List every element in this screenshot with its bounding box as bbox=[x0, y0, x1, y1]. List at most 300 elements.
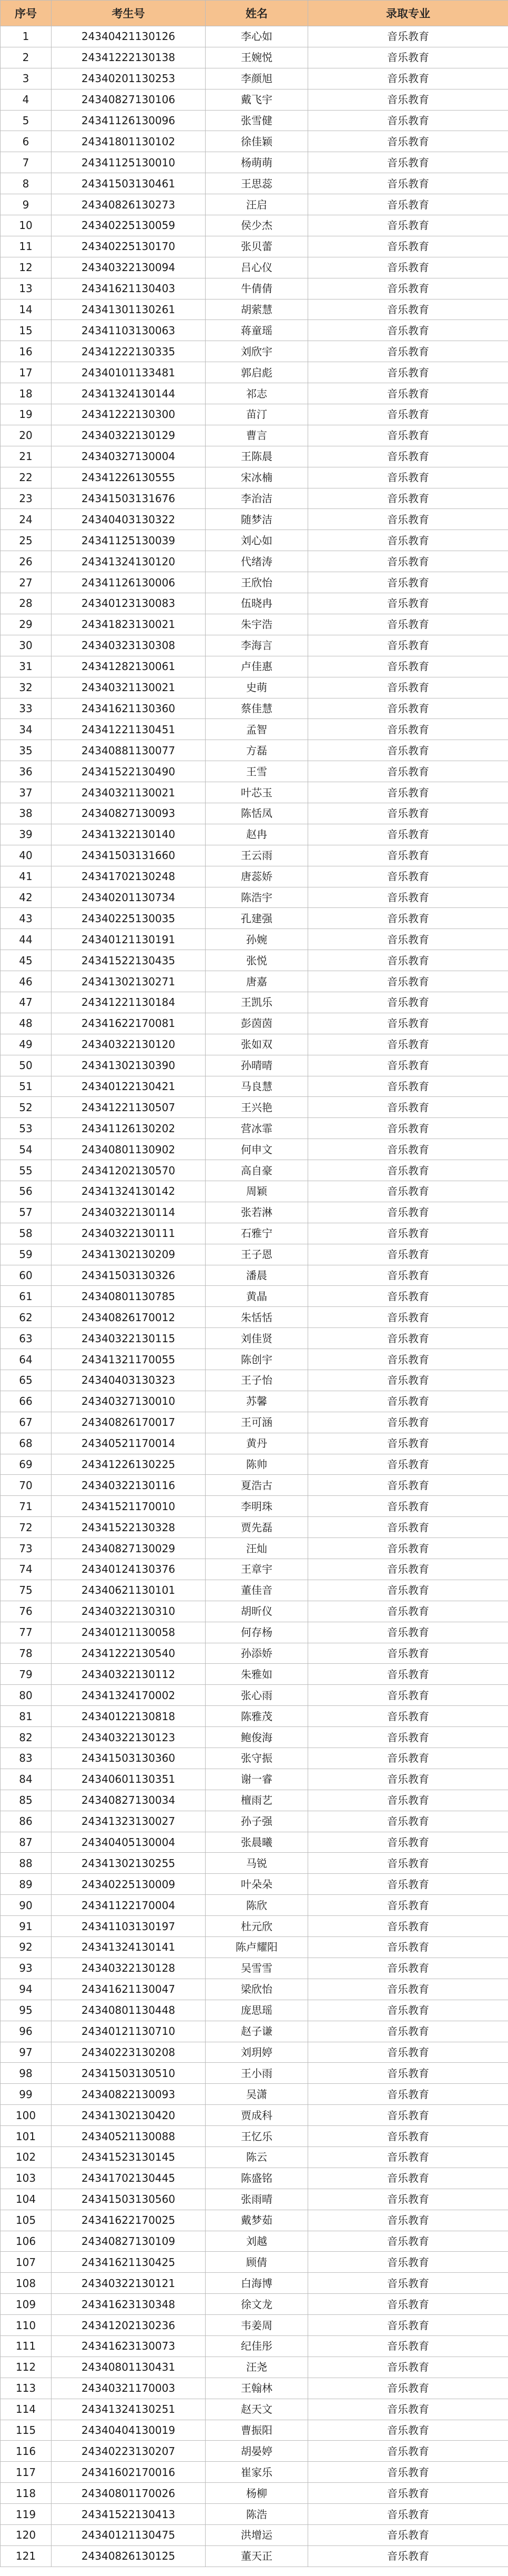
row-student-name: 吴潇 bbox=[206, 2084, 308, 2105]
row-serial-number: 15 bbox=[1, 320, 52, 341]
row-exam-id: 24340101133481 bbox=[52, 362, 206, 383]
row-student-name: 孔建强 bbox=[206, 908, 308, 929]
table-row bbox=[1, 68, 508, 89]
table-row bbox=[1, 1916, 508, 1937]
table-row bbox=[1, 2441, 508, 2462]
row-student-name: 方磊 bbox=[206, 740, 308, 761]
row-major: 音乐教育 bbox=[308, 2021, 508, 2042]
row-serial-number: 38 bbox=[1, 803, 52, 824]
row-major: 音乐教育 bbox=[308, 509, 508, 530]
table-row bbox=[1, 656, 508, 677]
row-student-name: 李海言 bbox=[206, 635, 308, 656]
table-row bbox=[1, 1748, 508, 1769]
row-serial-number: 51 bbox=[1, 1076, 52, 1097]
row-serial-number: 16 bbox=[1, 341, 52, 362]
row-serial-number: 19 bbox=[1, 404, 52, 425]
row-student-name: 王思蕊 bbox=[206, 173, 308, 194]
row-serial-number: 9 bbox=[1, 194, 52, 215]
row-serial-number: 119 bbox=[1, 2504, 52, 2525]
row-exam-id: 24341522130435 bbox=[52, 950, 206, 971]
row-serial-number: 10 bbox=[1, 215, 52, 236]
row-serial-number: 118 bbox=[1, 2483, 52, 2504]
table-row bbox=[1, 2483, 508, 2504]
row-major: 音乐教育 bbox=[308, 761, 508, 782]
row-exam-id: 24340321130021 bbox=[52, 677, 206, 698]
row-major: 音乐教育 bbox=[308, 1202, 508, 1223]
row-serial-number: 29 bbox=[1, 614, 52, 635]
row-student-name: 张悦 bbox=[206, 950, 308, 971]
row-student-name: 杨柳 bbox=[206, 2483, 308, 2504]
table-row bbox=[1, 236, 508, 257]
row-exam-id: 24341302130209 bbox=[52, 1244, 206, 1265]
table-row bbox=[1, 2105, 508, 2126]
row-student-name: 陈帅 bbox=[206, 1454, 308, 1475]
row-student-name: 刘越 bbox=[206, 2231, 308, 2252]
row-student-name: 叶芯玉 bbox=[206, 782, 308, 803]
row-serial-number: 109 bbox=[1, 2294, 52, 2315]
row-major: 音乐教育 bbox=[308, 488, 508, 509]
table-row bbox=[1, 278, 508, 299]
row-serial-number: 102 bbox=[1, 2146, 52, 2168]
row-exam-id: 24341222130300 bbox=[52, 404, 206, 425]
row-student-name: 鲍俊海 bbox=[206, 1727, 308, 1748]
row-major: 音乐教育 bbox=[308, 866, 508, 887]
table-row bbox=[1, 215, 508, 236]
row-exam-id: 24340327130004 bbox=[52, 446, 206, 467]
table-row bbox=[1, 1118, 508, 1139]
row-student-name: 王婉悦 bbox=[206, 47, 308, 68]
row-serial-number: 40 bbox=[1, 845, 52, 866]
row-major: 音乐教育 bbox=[308, 1559, 508, 1580]
row-serial-number: 2 bbox=[1, 47, 52, 68]
row-serial-number: 46 bbox=[1, 971, 52, 992]
row-exam-id: 24341324130141 bbox=[52, 1937, 206, 1958]
row-exam-id: 24341522130490 bbox=[52, 761, 206, 782]
row-serial-number: 105 bbox=[1, 2210, 52, 2231]
row-major: 音乐教育 bbox=[308, 2231, 508, 2252]
table-row bbox=[1, 488, 508, 509]
row-exam-id: 24341324130120 bbox=[52, 551, 206, 572]
table-row bbox=[1, 2273, 508, 2294]
row-student-name: 李心如 bbox=[206, 26, 308, 47]
row-student-name: 高自豪 bbox=[206, 1160, 308, 1181]
row-student-name: 王欣怡 bbox=[206, 572, 308, 593]
row-serial-number: 98 bbox=[1, 2063, 52, 2084]
row-major: 音乐教育 bbox=[308, 1034, 508, 1055]
row-student-name: 彭茵茵 bbox=[206, 1013, 308, 1034]
row-major: 音乐教育 bbox=[308, 1517, 508, 1538]
row-serial-number: 63 bbox=[1, 1328, 52, 1349]
row-serial-number: 64 bbox=[1, 1349, 52, 1370]
row-major: 音乐教育 bbox=[308, 2146, 508, 2168]
row-major: 音乐教育 bbox=[308, 173, 508, 194]
row-serial-number: 94 bbox=[1, 1979, 52, 2000]
table-row bbox=[1, 2021, 508, 2042]
row-student-name: 王子怡 bbox=[206, 1370, 308, 1391]
row-student-name: 王兴艳 bbox=[206, 1097, 308, 1118]
row-serial-number: 50 bbox=[1, 1055, 52, 1076]
row-exam-id: 24341226130225 bbox=[52, 1454, 206, 1475]
table-row bbox=[1, 1622, 508, 1643]
row-major: 音乐教育 bbox=[308, 950, 508, 971]
table-row bbox=[1, 1034, 508, 1055]
row-major: 音乐教育 bbox=[308, 740, 508, 761]
table-row bbox=[1, 2294, 508, 2315]
row-serial-number: 96 bbox=[1, 2021, 52, 2042]
row-exam-id: 24341503130461 bbox=[52, 173, 206, 194]
row-serial-number: 20 bbox=[1, 425, 52, 446]
row-major: 音乐教育 bbox=[308, 656, 508, 677]
row-serial-number: 85 bbox=[1, 1790, 52, 1811]
row-exam-id: 24341621130360 bbox=[52, 698, 206, 719]
row-serial-number: 68 bbox=[1, 1433, 52, 1454]
table-row bbox=[1, 698, 508, 719]
table-row bbox=[1, 2378, 508, 2399]
row-student-name: 黄晶 bbox=[206, 1286, 308, 1307]
table-row bbox=[1, 635, 508, 656]
table-row bbox=[1, 1244, 508, 1265]
row-student-name: 马锐 bbox=[206, 1853, 308, 1874]
row-serial-number: 22 bbox=[1, 467, 52, 488]
row-student-name: 张贝蕾 bbox=[206, 236, 308, 257]
row-major: 音乐教育 bbox=[308, 425, 508, 446]
row-serial-number: 13 bbox=[1, 278, 52, 299]
table-row bbox=[1, 2189, 508, 2210]
row-exam-id: 24341301130261 bbox=[52, 299, 206, 320]
table-row bbox=[1, 1874, 508, 1895]
row-serial-number: 93 bbox=[1, 1958, 52, 1979]
row-exam-id: 24340601130351 bbox=[52, 1769, 206, 1790]
table-row bbox=[1, 404, 508, 425]
row-exam-id: 24341103130063 bbox=[52, 320, 206, 341]
row-major: 音乐教育 bbox=[308, 698, 508, 719]
row-serial-number: 18 bbox=[1, 383, 52, 404]
row-exam-id: 24341503130510 bbox=[52, 2063, 206, 2084]
table-row bbox=[1, 341, 508, 362]
row-major: 音乐教育 bbox=[308, 2273, 508, 2294]
row-student-name: 洪增运 bbox=[206, 2524, 308, 2545]
row-major: 音乐教育 bbox=[308, 194, 508, 215]
row-major: 音乐教育 bbox=[308, 614, 508, 635]
table-row bbox=[1, 1685, 508, 1706]
row-major: 音乐教育 bbox=[308, 1622, 508, 1643]
row-student-name: 胡昕仪 bbox=[206, 1601, 308, 1622]
row-major: 音乐教育 bbox=[308, 2189, 508, 2210]
row-major: 音乐教育 bbox=[308, 257, 508, 278]
row-exam-id: 24340322130310 bbox=[52, 1601, 206, 1622]
table-row bbox=[1, 1895, 508, 1916]
row-major: 音乐教育 bbox=[308, 1181, 508, 1202]
row-serial-number: 87 bbox=[1, 1832, 52, 1853]
row-serial-number: 56 bbox=[1, 1181, 52, 1202]
row-serial-number: 79 bbox=[1, 1664, 52, 1685]
table-row bbox=[1, 110, 508, 131]
row-exam-id: 24340122130421 bbox=[52, 1076, 206, 1097]
row-serial-number: 21 bbox=[1, 446, 52, 467]
table-row bbox=[1, 1958, 508, 1979]
row-exam-id: 24341702130445 bbox=[52, 2168, 206, 2189]
row-exam-id: 24340822130093 bbox=[52, 2084, 206, 2105]
row-student-name: 贾先磊 bbox=[206, 1517, 308, 1538]
row-serial-number: 114 bbox=[1, 2399, 52, 2420]
row-serial-number: 57 bbox=[1, 1202, 52, 1223]
row-student-name: 张雨晴 bbox=[206, 2189, 308, 2210]
row-serial-number: 88 bbox=[1, 1853, 52, 1874]
row-major: 音乐教育 bbox=[308, 551, 508, 572]
row-serial-number: 47 bbox=[1, 992, 52, 1013]
table-row bbox=[1, 1601, 508, 1622]
row-student-name: 张如双 bbox=[206, 1034, 308, 1055]
row-major: 音乐教育 bbox=[308, 1937, 508, 1958]
row-exam-id: 24340322130094 bbox=[52, 257, 206, 278]
row-student-name: 王小雨 bbox=[206, 2063, 308, 2084]
row-major: 音乐教育 bbox=[308, 1916, 508, 1937]
row-exam-id: 24340201130253 bbox=[52, 68, 206, 89]
row-student-name: 朱宇浩 bbox=[206, 614, 308, 635]
row-serial-number: 95 bbox=[1, 2000, 52, 2021]
row-serial-number: 101 bbox=[1, 2126, 52, 2147]
row-student-name: 王云雨 bbox=[206, 845, 308, 866]
row-serial-number: 3 bbox=[1, 68, 52, 89]
row-exam-id: 24341122170004 bbox=[52, 1895, 206, 1916]
row-student-name: 杜元欣 bbox=[206, 1916, 308, 1937]
row-exam-id: 24340121130475 bbox=[52, 2524, 206, 2545]
row-student-name: 戴梦茹 bbox=[206, 2210, 308, 2231]
table-row bbox=[1, 530, 508, 551]
row-exam-id: 24340122130818 bbox=[52, 1706, 206, 1727]
row-student-name: 韦姜周 bbox=[206, 2315, 308, 2336]
row-major: 音乐教育 bbox=[308, 803, 508, 824]
table-row bbox=[1, 593, 508, 614]
row-student-name: 赵冉 bbox=[206, 824, 308, 845]
row-serial-number: 75 bbox=[1, 1580, 52, 1601]
row-serial-number: 110 bbox=[1, 2315, 52, 2336]
table-row bbox=[1, 1223, 508, 1244]
row-major: 音乐教育 bbox=[308, 1307, 508, 1328]
row-student-name: 胡萦慧 bbox=[206, 299, 308, 320]
row-serial-number: 89 bbox=[1, 1874, 52, 1895]
row-major: 音乐教育 bbox=[308, 26, 508, 47]
table-body bbox=[1, 26, 508, 2567]
row-exam-id: 24340322130114 bbox=[52, 1202, 206, 1223]
row-exam-id: 24341202130570 bbox=[52, 1160, 206, 1181]
row-major: 音乐教育 bbox=[308, 1160, 508, 1181]
table-row bbox=[1, 740, 508, 761]
table-row bbox=[1, 1937, 508, 1958]
row-serial-number: 113 bbox=[1, 2378, 52, 2399]
row-major: 音乐教育 bbox=[308, 1748, 508, 1769]
row-exam-id: 24341503130360 bbox=[52, 1748, 206, 1769]
table-row bbox=[1, 1202, 508, 1223]
row-exam-id: 24341503130560 bbox=[52, 2189, 206, 2210]
row-exam-id: 24340521130088 bbox=[52, 2126, 206, 2147]
row-student-name: 汪灿 bbox=[206, 1538, 308, 1559]
row-student-name: 梁欣怡 bbox=[206, 1979, 308, 2000]
row-serial-number: 74 bbox=[1, 1559, 52, 1580]
row-exam-id: 24341302130255 bbox=[52, 1853, 206, 1874]
row-major: 音乐教育 bbox=[308, 2210, 508, 2231]
table-row bbox=[1, 1139, 508, 1160]
row-major: 音乐教育 bbox=[308, 1685, 508, 1706]
row-serial-number: 58 bbox=[1, 1223, 52, 1244]
row-major: 音乐教育 bbox=[308, 1076, 508, 1097]
table-row bbox=[1, 299, 508, 320]
row-major: 音乐教育 bbox=[308, 47, 508, 68]
table-row bbox=[1, 551, 508, 572]
row-student-name: 牛倩倩 bbox=[206, 278, 308, 299]
row-student-name: 李明珠 bbox=[206, 1496, 308, 1517]
row-major: 音乐教育 bbox=[308, 1601, 508, 1622]
row-exam-id: 24340225130009 bbox=[52, 1874, 206, 1895]
row-serial-number: 115 bbox=[1, 2420, 52, 2441]
row-exam-id: 24340826130125 bbox=[52, 2545, 206, 2567]
row-major: 音乐教育 bbox=[308, 2357, 508, 2378]
row-serial-number: 108 bbox=[1, 2273, 52, 2294]
row-student-name: 陈云 bbox=[206, 2146, 308, 2168]
row-exam-id: 24341801130102 bbox=[52, 131, 206, 152]
row-student-name: 陈浩 bbox=[206, 2504, 308, 2525]
row-student-name: 陈盛铭 bbox=[206, 2168, 308, 2189]
row-major: 音乐教育 bbox=[308, 1139, 508, 1160]
row-student-name: 赵天文 bbox=[206, 2399, 308, 2420]
table-row bbox=[1, 929, 508, 950]
row-student-name: 崔家乐 bbox=[206, 2462, 308, 2483]
table-row bbox=[1, 131, 508, 152]
row-student-name: 唐蕊娇 bbox=[206, 866, 308, 887]
row-serial-number: 86 bbox=[1, 1811, 52, 1832]
row-major: 音乐教育 bbox=[308, 908, 508, 929]
table-row bbox=[1, 803, 508, 824]
table-row bbox=[1, 467, 508, 488]
row-exam-id: 24341602170016 bbox=[52, 2462, 206, 2483]
row-student-name: 孙婉 bbox=[206, 929, 308, 950]
row-major: 音乐教育 bbox=[308, 404, 508, 425]
row-student-name: 王忆乐 bbox=[206, 2126, 308, 2147]
row-exam-id: 24340225130035 bbox=[52, 908, 206, 929]
table-row bbox=[1, 383, 508, 404]
header-major: 录取专业 bbox=[308, 1, 508, 26]
row-exam-id: 24341222130335 bbox=[52, 341, 206, 362]
table-row bbox=[1, 425, 508, 446]
row-major: 音乐教育 bbox=[308, 1391, 508, 1412]
row-serial-number: 1 bbox=[1, 26, 52, 47]
row-major: 音乐教育 bbox=[308, 1286, 508, 1307]
row-exam-id: 24340223130207 bbox=[52, 2441, 206, 2462]
row-serial-number: 12 bbox=[1, 257, 52, 278]
row-serial-number: 90 bbox=[1, 1895, 52, 1916]
row-exam-id: 24341503131660 bbox=[52, 845, 206, 866]
row-student-name: 陈恬凤 bbox=[206, 803, 308, 824]
row-exam-id: 24341125130039 bbox=[52, 530, 206, 551]
row-student-name: 王雪 bbox=[206, 761, 308, 782]
table-row bbox=[1, 1370, 508, 1391]
row-serial-number: 54 bbox=[1, 1139, 52, 1160]
table-row bbox=[1, 1790, 508, 1811]
row-major: 音乐教育 bbox=[308, 1349, 508, 1370]
row-serial-number: 35 bbox=[1, 740, 52, 761]
table-row bbox=[1, 2146, 508, 2168]
row-student-name: 王翰林 bbox=[206, 2378, 308, 2399]
row-major: 音乐教育 bbox=[308, 1265, 508, 1286]
table-row bbox=[1, 1832, 508, 1853]
row-exam-id: 24340826170012 bbox=[52, 1307, 206, 1328]
table-row bbox=[1, 1307, 508, 1328]
table-row bbox=[1, 47, 508, 68]
row-serial-number: 11 bbox=[1, 236, 52, 257]
row-major: 音乐教育 bbox=[308, 2399, 508, 2420]
row-major: 音乐教育 bbox=[308, 1496, 508, 1517]
row-exam-id: 24341702130248 bbox=[52, 866, 206, 887]
row-student-name: 张心雨 bbox=[206, 1685, 308, 1706]
row-major: 音乐教育 bbox=[308, 635, 508, 656]
table-row bbox=[1, 2084, 508, 2105]
row-student-name: 潘晨 bbox=[206, 1265, 308, 1286]
row-major: 音乐教育 bbox=[308, 1538, 508, 1559]
table-row bbox=[1, 887, 508, 908]
row-serial-number: 36 bbox=[1, 761, 52, 782]
row-major: 音乐教育 bbox=[308, 1055, 508, 1076]
row-serial-number: 111 bbox=[1, 2335, 52, 2357]
row-student-name: 汪启 bbox=[206, 194, 308, 215]
row-serial-number: 55 bbox=[1, 1160, 52, 1181]
row-serial-number: 23 bbox=[1, 488, 52, 509]
row-serial-number: 91 bbox=[1, 1916, 52, 1937]
row-serial-number: 84 bbox=[1, 1769, 52, 1790]
row-student-name: 伍晓冉 bbox=[206, 593, 308, 614]
row-serial-number: 14 bbox=[1, 299, 52, 320]
row-serial-number: 39 bbox=[1, 824, 52, 845]
row-student-name: 代绪涛 bbox=[206, 551, 308, 572]
row-serial-number: 100 bbox=[1, 2105, 52, 2126]
row-serial-number: 76 bbox=[1, 1601, 52, 1622]
table-row bbox=[1, 2335, 508, 2357]
row-student-name: 孙添娇 bbox=[206, 1643, 308, 1664]
row-major: 音乐教育 bbox=[308, 1979, 508, 2000]
row-serial-number: 106 bbox=[1, 2231, 52, 2252]
table-row bbox=[1, 2524, 508, 2545]
row-major: 音乐教育 bbox=[308, 2504, 508, 2525]
row-exam-id: 24340827130034 bbox=[52, 1790, 206, 1811]
row-major: 音乐教育 bbox=[308, 2462, 508, 2483]
row-major: 音乐教育 bbox=[308, 971, 508, 992]
row-major: 音乐教育 bbox=[308, 2315, 508, 2336]
row-major: 音乐教育 bbox=[308, 1790, 508, 1811]
table-row bbox=[1, 2504, 508, 2525]
row-major: 音乐教育 bbox=[308, 1706, 508, 1727]
row-major: 音乐教育 bbox=[308, 2378, 508, 2399]
table-row bbox=[1, 761, 508, 782]
row-exam-id: 24340322130115 bbox=[52, 1328, 206, 1349]
row-serial-number: 27 bbox=[1, 572, 52, 593]
row-exam-id: 24341324130251 bbox=[52, 2399, 206, 2420]
table-row bbox=[1, 1097, 508, 1118]
table-row bbox=[1, 152, 508, 173]
row-exam-id: 24341324170002 bbox=[52, 1685, 206, 1706]
row-student-name: 贾成科 bbox=[206, 2105, 308, 2126]
row-student-name: 白海博 bbox=[206, 2273, 308, 2294]
row-student-name: 史萌 bbox=[206, 677, 308, 698]
row-serial-number: 104 bbox=[1, 2189, 52, 2210]
row-major: 音乐教育 bbox=[308, 320, 508, 341]
row-student-name: 马良慧 bbox=[206, 1076, 308, 1097]
row-serial-number: 33 bbox=[1, 698, 52, 719]
row-student-name: 张晨曦 bbox=[206, 1832, 308, 1853]
row-major: 音乐教育 bbox=[308, 1475, 508, 1496]
row-major: 音乐教育 bbox=[308, 1853, 508, 1874]
row-serial-number: 61 bbox=[1, 1286, 52, 1307]
header-row bbox=[1, 1, 508, 26]
row-major: 音乐教育 bbox=[308, 1895, 508, 1916]
